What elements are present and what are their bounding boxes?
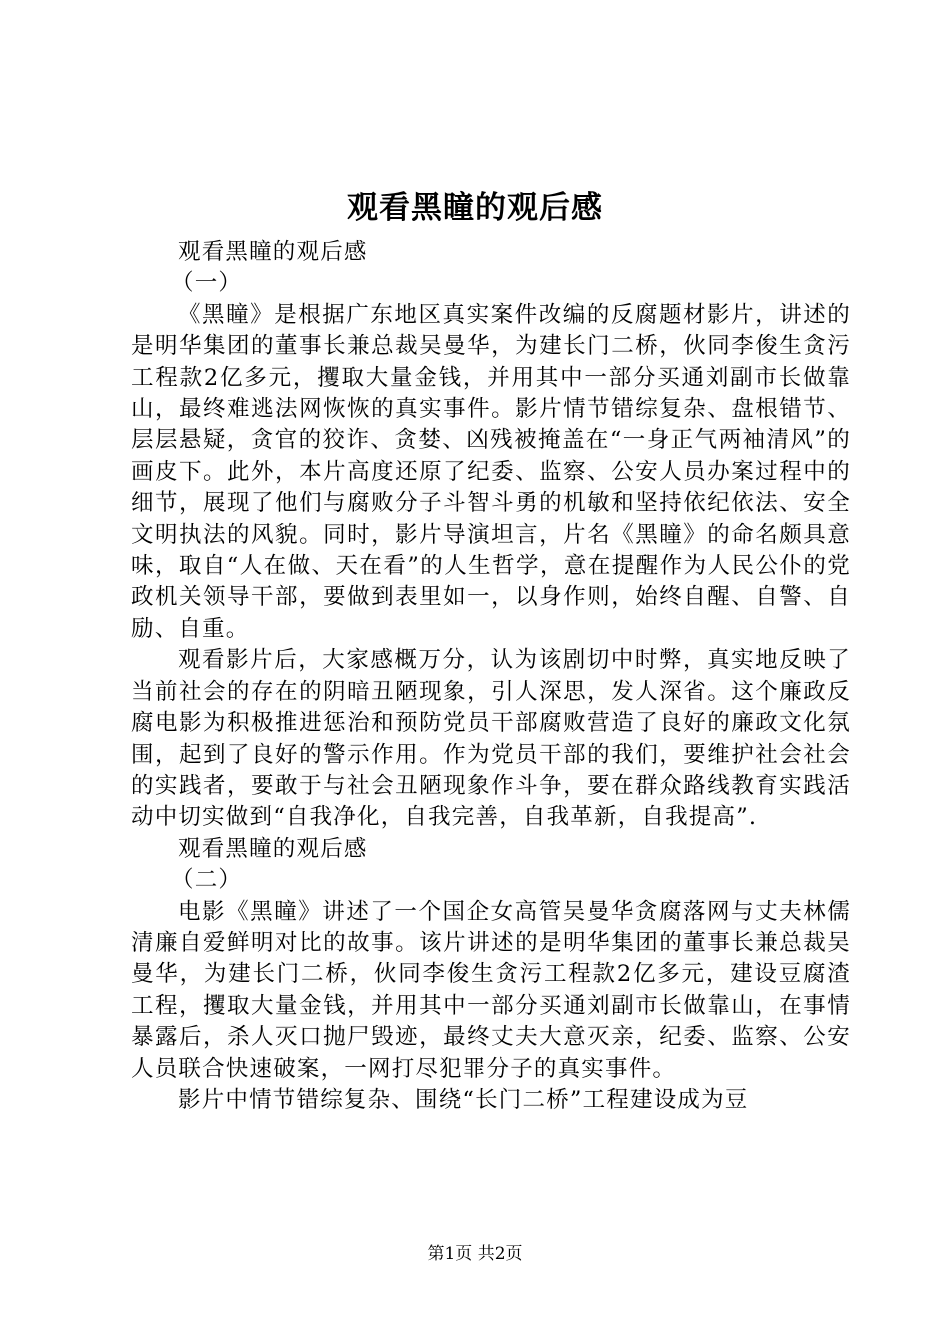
section-number-2: （二） [171,867,243,894]
section-heading-1: 观看黑瞳的观后感 [178,239,368,265]
section-heading-2: 观看黑瞳的观后感 [178,835,368,862]
page-footer: 第1页 共2页 [427,1244,523,1264]
paragraph-2: 观看影片后，大家感概万分，认为该剧切中时弊，真实地反映了当前社会的存在的阴暗丑陋现象，引人深思，发人深省。这个廉政反腐电影为积极推进惩治和预防党员干部腐败营造了良好的廉政文化氛围，起到了良好的警示作用。作为党员干部的我们，要维护社会社会的实践者，要敢于与社会丑陋现象作斗争，要在群众路线教育实践活动中切实做到“自我净化，自我完善，自我革新，自我提高”. [131,647,851,831]
document-body [131,237,851,1116]
paragraph-4: 影片中情节错综复杂、围绕“长门二桥”工程建设成为豆 [178,1086,749,1113]
document-title: 观看黑瞳的观后感 [347,190,603,226]
paragraph-3: 电影《黑瞳》讲述了一个国企女高管吴曼华贪腐落网与丈夫林儒清廉自爱鲜明对比的故事。该片讲述的是明华集团的董事长兼总裁吴曼华，为建长门二桥，伙同李俊生贪污工程款2亿多元，建设豆腐渣工程，攫取大量金钱，并用其中一部分买通刘副市长做靠山，在事情暴露后，杀人灭口抛尸毁迹，最终丈夫大意灭亲，纪委、监察、公安人员联合快速破案，一网打尽犯罪分子的真实事件。 [131,898,851,1082]
section-number-1: （一） [171,270,243,297]
paragraph-1: 《黑瞳》是根据广东地区真实案件改编的反腐题材影片，讲述的是明华集团的董事长兼总裁吴曼华，为建长门二桥，伙同李俊生贪污工程款2亿多元，攫取大量金钱，并用其中一部分买通刘副市长做靠山，最终难逃法网恢恢的真实事件。影片情节错综复杂、盘根错节、层层悬疑，贪官的狡诈、贪婪、凶残被掩盖在“一身正气两袖清风”的画皮下。此外，本片高度还原了纪委、监察、公安人员办案过程中的细节，展现了他们与腐败分子斗智斗勇的机敏和坚持依纪依法、安全文明执法的风貌。同时，影片导演坦言，片名《黑瞳》的命名颇具意味，取自“人在做、天在看”的人生哲学，意在提醒作为人民公仆的党政机关领导干部，要做到表里如一，以身作则，始终自醒、自警、自励、自重。 [131,301,851,642]
